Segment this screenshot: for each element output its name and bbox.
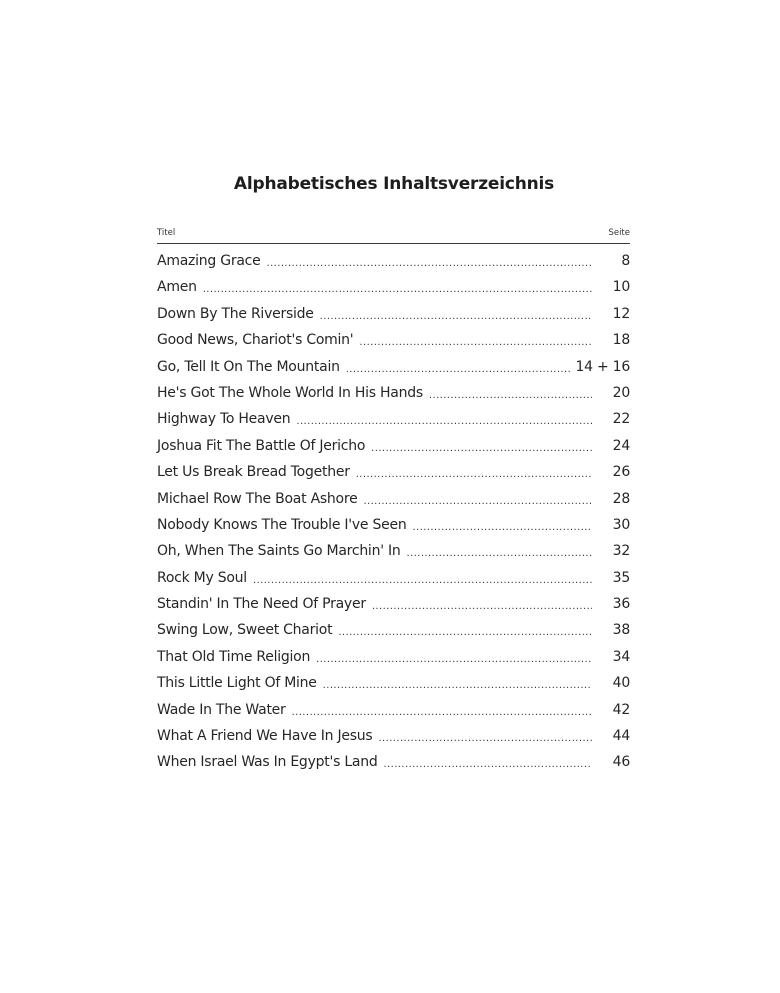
entry-title: Amazing Grace [157,253,261,269]
entry-title: When Israel Was In Egypt's Land [157,754,378,771]
toc-entry[interactable] [157,359,630,385]
entry-page: 40 [612,675,630,692]
entry-title: Rock My Soul [157,569,247,586]
toc-entry[interactable] [157,754,630,780]
dot-leader [429,386,592,400]
dot-leader [412,518,592,532]
entry-title: That Old Time Religion [157,648,311,665]
entry-title: Joshua Fit The Battle Of Jericho [157,437,366,454]
entry-page: 35 [612,569,630,586]
entry-title: This Little Light Of Mine [157,675,317,692]
dot-leader [296,412,592,426]
entry-page: 42 [612,701,630,718]
entry-page: 12 [612,305,630,322]
toc-entry[interactable] [157,675,630,701]
entry-page: 14 + 16 [575,358,630,375]
entry-title: Swing Low, Sweet Chariot [157,622,333,639]
toc-entry[interactable] [157,411,630,437]
toc-entry[interactable] [157,491,630,517]
entry-title: Standin' In The Need Of Prayer [157,596,366,613]
entry-page: 28 [612,490,630,507]
entry-title: He's Got The Whole World In His Hands [157,384,423,401]
toc-list [157,253,630,781]
toc-entry[interactable] [157,464,630,490]
entry-page: 20 [612,384,630,401]
entry-page: 34 [612,648,630,665]
dot-leader [383,755,592,769]
entry-title: Nobody Knows The Trouble I've Seen [157,516,407,533]
entry-title: Go, Tell It On The Mountain [157,358,340,375]
entry-page: 22 [612,411,630,428]
entry-page: 38 [612,622,630,639]
dot-leader [338,623,592,637]
entry-title: Down By The Riverside [157,305,314,322]
entry-page: 32 [612,543,630,560]
dot-leader [346,360,572,374]
dot-leader [356,465,592,479]
dot-leader [372,597,592,611]
dot-leader [323,676,592,690]
entry-title: Oh, When The Saints Go Marchin' In [157,543,401,560]
toc-entry[interactable] [157,649,630,675]
toc-entry[interactable] [157,517,630,543]
dot-leader [292,703,592,717]
toc-entry[interactable] [157,596,630,622]
dot-leader [316,650,592,664]
toc-entry[interactable] [157,728,630,754]
toc-entry[interactable] [157,253,630,279]
page-title: Alphabetisches Inhaltsverzeichnis [233,174,555,194]
toc-entry[interactable] [157,570,630,596]
toc-entry[interactable] [157,385,630,411]
toc-entry[interactable] [157,332,630,358]
dot-leader [371,439,592,453]
toc-entry[interactable] [157,622,630,648]
entry-page: 18 [612,332,630,349]
entry-title: Amen [157,279,197,296]
toc-entry[interactable] [157,702,630,728]
entry-page: 36 [612,596,630,613]
dot-leader [363,492,592,506]
toc-entry[interactable] [157,543,630,569]
entry-page: 24 [612,437,630,454]
dot-leader [267,254,593,268]
entry-title: Let Us Break Bread Together [157,464,350,481]
entry-title: Highway To Heaven [157,411,291,428]
page-column-header: Seite [608,228,630,238]
entry-title: What A Friend We Have In Jesus [157,728,373,745]
dot-leader [359,333,592,347]
entry-page: 30 [612,516,630,533]
entry-page: 8 [621,253,630,269]
entry-page: 44 [612,728,630,745]
entry-page: 26 [612,464,630,481]
dot-leader [320,307,592,321]
entry-title: Michael Row The Boat Ashore [157,490,358,507]
dot-leader [407,544,593,558]
toc-entry[interactable] [157,438,630,464]
toc-entry[interactable] [157,279,630,305]
entry-page: 46 [612,754,630,771]
title-column-header: Titel [157,228,176,238]
entry-title: Good News, Chariot's Comin' [157,332,354,349]
toc-header [157,226,630,244]
dot-leader [378,729,592,743]
dot-leader [253,571,592,585]
entry-title: Wade In The Water [157,701,286,718]
entry-page: 10 [612,279,630,296]
toc-entry[interactable] [157,306,630,332]
dot-leader [203,280,592,294]
table-of-contents [157,226,630,781]
